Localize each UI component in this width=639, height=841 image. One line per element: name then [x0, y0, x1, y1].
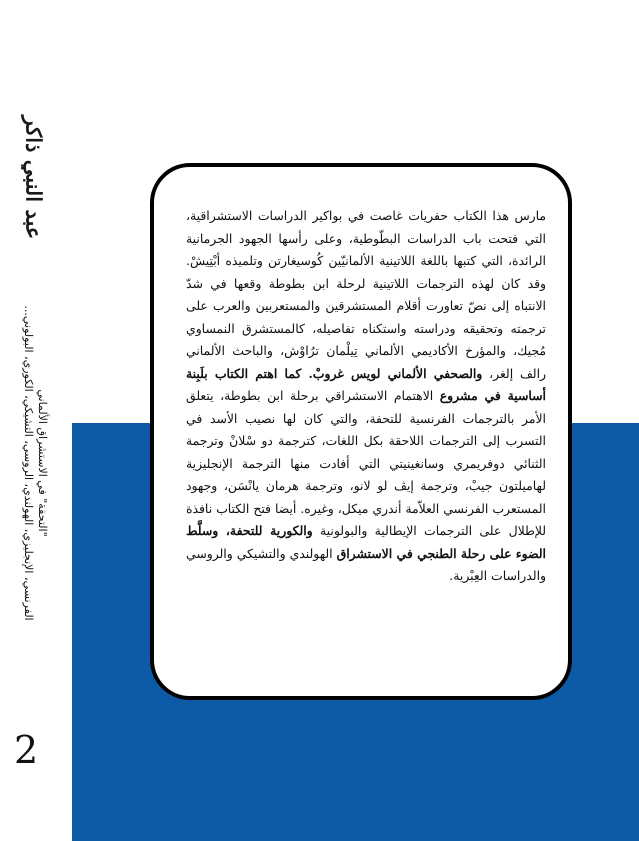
spine-subtitle — [5, 253, 65, 673]
card-paragraph — [186, 205, 546, 588]
paragraph-bold1: والصحفي الألماني لويس غروبْ. كما اهتم الكتاب بلَبِنة أساسية في مشروع — [186, 365, 546, 403]
spine-subtitle-line2: الفرنسي، الإنجليزي، الهولندي، الروسي، التشيكي، الكوري، البولوني... — [22, 305, 35, 621]
text-card — [150, 163, 572, 700]
author-name-text: عبد النبي ذاكر — [21, 115, 47, 239]
paragraph-part1: مارس هذا الكتاب حفريات غاصت في بواكير الدراسات الاستشراقية، التي فتحت باب الدراسات البطّوطية، وعلى رأسها الجهود الجرمانية الرائدة، التي كتبها باللغة اللاتينية الألمانيّين كُوسيغارتن وتلميذه أبْتِيشْ. وقد كان لهذه الترجمات اللاتينية لرحلة ابن بطوطة وقعها في شدّ الانتباه إلى نصّ تعاورت أقلام المستشرقين والمستعربين والعرب على ترجمته وتحقيقه ودراسته واستكناه تفاصيله، كالمستشرق النمساوي مُجيك، والمؤرخ الأكاديمي الألماني تِيلْمان ترُاوْش، والباحث الألماني رالف إلغر، — [186, 208, 546, 381]
paragraph-part2: الاهتمام الاستشراقي برحلة ابن بطوطة، يتعلق الأمر بالترجمات الفرنسية للتحفة، والتي كان لها نصيب الأسد في التسرب إلى الترجمات اللاحقة بكل اللغات، كترجمة دو سْلانْ وترجمة الثنائي دوفريمري وسانغينيتي التي أفادت منها الترجمة الإنجليزية لهاميلتون جيبْ، وترجمة إيڤ لو لانو، وترجمة هرمان يانْسَن، وجهود المستعرب الفرنسي العلاّمة أندري ميكل، وغيره. أيضا فتح الكتاب نافذة للإطلال على الترجمات الإيطالية والبولونية — [186, 388, 546, 538]
author-name — [4, 92, 64, 262]
page-number: 2 — [14, 728, 39, 772]
spine-subtitle-line1: "التحفة" في الاستشراق الألماني — [36, 389, 49, 537]
paragraph-bold2: والكورية للتحفة، وسلَّط الضوء على رحلة الطنجي في الاستشراق — [186, 523, 546, 561]
paragraph-part3: الهولندي والتشيكي والروسي والدراسات العِبْرية. — [186, 545, 546, 583]
